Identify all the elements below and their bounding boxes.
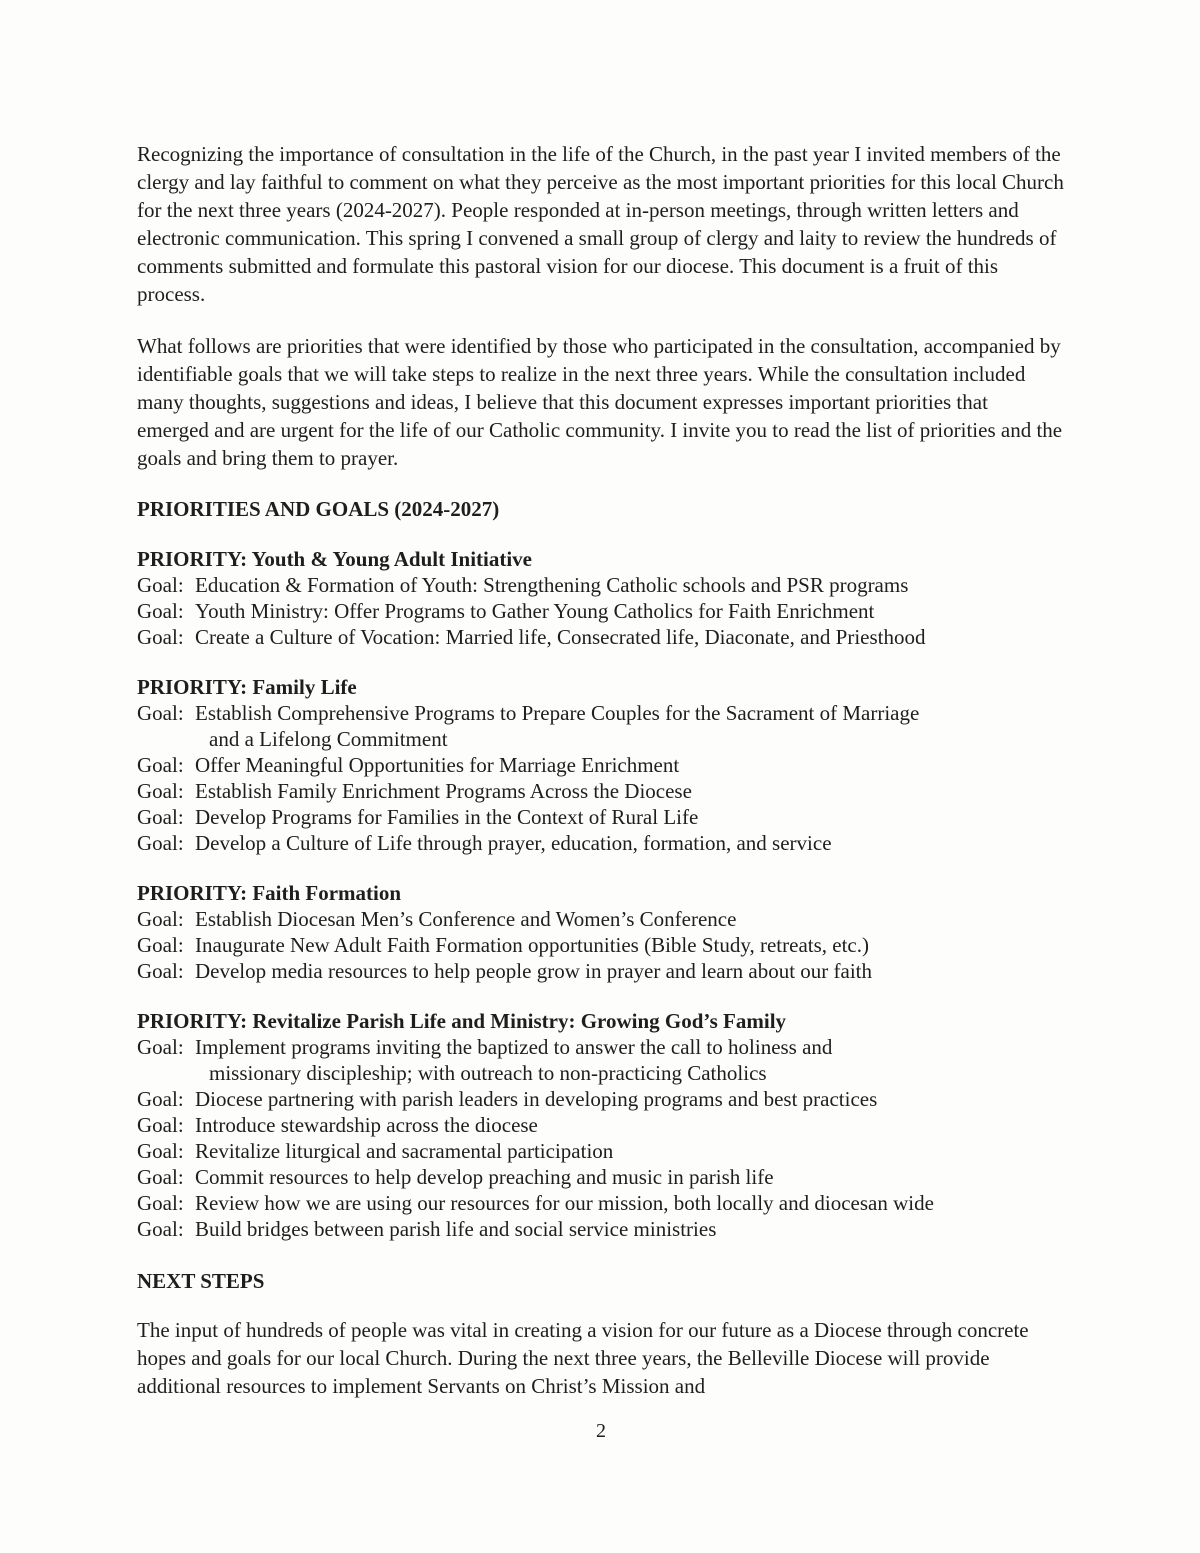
- goal-text: [195, 1164, 1065, 1190]
- priority-section: [137, 674, 1065, 856]
- goal-row: [137, 1086, 1065, 1112]
- goal-row: [137, 804, 1065, 830]
- goal-line: Create a Culture of Vocation: Married life, Consecrated life, Diaconate, and Priesthood: [195, 625, 926, 649]
- goal-label: Goal:: [137, 933, 184, 957]
- goal-label: Goal:: [137, 1191, 184, 1215]
- next-steps-paragraph: The input of hundreds of people was vital in creating a vision for our future as a Diocese through concrete hopes and goals for our local Church. During the next three years, the Belleville Diocese will provide additional resources to implement Servants on Christ’s Mission and: [137, 1318, 1029, 1398]
- goal-row: [137, 958, 1065, 984]
- goal-row: [137, 830, 1065, 856]
- goal-row: [137, 1190, 1065, 1216]
- goal-text: [195, 1138, 1065, 1164]
- priorities-and-goals-heading: PRIORITIES AND GOALS (2024-2027): [137, 497, 500, 521]
- goal-row: [137, 906, 1065, 932]
- goal-text: [195, 1190, 1065, 1216]
- page-number: 2: [596, 1420, 606, 1442]
- goal-line: Review how we are using our resources for our mission, both locally and diocesan wide: [195, 1191, 934, 1215]
- goal-line: Introduce stewardship across the diocese: [195, 1113, 538, 1137]
- goal-row: [137, 1216, 1065, 1242]
- goal-line: Commit resources to help develop preaching and music in parish life: [195, 1165, 774, 1189]
- consultation-summary-paragraph: What follows are priorities that were identified by those who participated in the consultation, accompanied by identifiable goals that we will take steps to realize in the next three years. While the consultation included many thoughts, suggestions and ideas, I believe that this document expresses important priorities that emerged and are urgent for the life of our Catholic community. I invite you to read the list of priorities and the goals and bring them to prayer.: [137, 334, 1063, 470]
- goal-text: [195, 1086, 1065, 1112]
- goal-row: [137, 1034, 1065, 1086]
- goal-label: Goal:: [137, 573, 184, 597]
- goal-row: [137, 624, 1065, 650]
- goal-text: [195, 932, 1065, 958]
- goal-label: Goal:: [137, 753, 184, 777]
- goal-text: [195, 804, 1065, 830]
- goal-row: [137, 752, 1065, 778]
- goal-text: [195, 906, 1065, 932]
- goal-text: [195, 958, 1065, 984]
- goal-line: Establish Family Enrichment Programs Across the Diocese: [195, 779, 692, 803]
- goal-row: [137, 598, 1065, 624]
- goal-line: Implement programs inviting the baptized to answer the call to holiness and: [195, 1035, 833, 1059]
- goal-text: [195, 1034, 1065, 1086]
- goal-row: [137, 1138, 1065, 1164]
- goal-continuation-line: missionary discipleship; with outreach to non-practicing Catholics: [209, 1061, 767, 1085]
- next-steps-heading: NEXT STEPS: [137, 1269, 265, 1293]
- goal-line: Build bridges between parish life and social service ministries: [195, 1217, 717, 1241]
- priority-section: [137, 1008, 1065, 1242]
- goal-text: [195, 778, 1065, 804]
- goal-line: Establish Comprehensive Programs to Prepare Couples for the Sacrament of Marriage: [195, 701, 920, 725]
- goal-row: [137, 778, 1065, 804]
- goal-line: Revitalize liturgical and sacramental participation: [195, 1139, 614, 1163]
- goal-line: Develop a Culture of Life through prayer, education, formation, and service: [195, 831, 832, 855]
- goal-label: Goal:: [137, 831, 184, 855]
- goal-label: Goal:: [137, 599, 184, 623]
- goal-line: Establish Diocesan Men’s Conference and Women’s Conference: [195, 907, 737, 931]
- goal-label: Goal:: [137, 1165, 184, 1189]
- goal-text: [195, 700, 1065, 752]
- document-content: [137, 140, 1065, 1400]
- goal-row: [137, 1112, 1065, 1138]
- goal-line: Offer Meaningful Opportunities for Marriage Enrichment: [195, 753, 680, 777]
- priority-section: [137, 546, 1065, 650]
- goal-label: Goal:: [137, 1217, 184, 1241]
- goal-line: Youth Ministry: Offer Programs to Gather Young Catholics for Faith Enrichment: [195, 599, 875, 623]
- goal-text: [195, 752, 1065, 778]
- goal-text: [195, 830, 1065, 856]
- priority-title: PRIORITY: Family Life: [137, 675, 357, 699]
- priority-title: PRIORITY: Revitalize Parish Life and Ministry: Growing God’s Family: [137, 1009, 787, 1033]
- goal-label: Goal:: [137, 1035, 184, 1059]
- goal-label: Goal:: [137, 779, 184, 803]
- goal-line: Diocese partnering with parish leaders in developing programs and best practices: [195, 1087, 878, 1111]
- goal-label: Goal:: [137, 625, 184, 649]
- priority-title: PRIORITY: Faith Formation: [137, 881, 402, 905]
- goal-label: Goal:: [137, 907, 184, 931]
- goal-line: Education & Formation of Youth: Strengthening Catholic schools and PSR programs: [195, 573, 909, 597]
- goal-label: Goal:: [137, 1139, 184, 1163]
- goal-line: Develop Programs for Families in the Context of Rural Life: [195, 805, 699, 829]
- goal-text: [195, 1112, 1065, 1138]
- intro-paragraph: Recognizing the importance of consultation in the life of the Church, in the past year I invited members of the clergy and lay faithful to comment on what they perceive as the most important priorities for this local Church for the next three years (2024-2027). People responded at in-person meetings, through written letters and electronic communication. This spring I convened a small group of clergy and laity to review the hundreds of comments submitted and formulate this pastoral vision for our diocese. This document is a fruit of this process.: [137, 142, 1064, 306]
- goal-text: [195, 572, 1065, 598]
- goal-label: Goal:: [137, 959, 184, 983]
- priorities-sections: [137, 546, 1065, 1242]
- goal-text: [195, 624, 1065, 650]
- goal-line: Develop media resources to help people grow in prayer and learn about our faith: [195, 959, 873, 983]
- goal-continuation-line: and a Lifelong Commitment: [209, 727, 448, 751]
- goal-row: [137, 1164, 1065, 1190]
- goal-label: Goal:: [137, 701, 184, 725]
- priority-section: [137, 880, 1065, 984]
- priority-title: PRIORITY: Youth & Young Adult Initiative: [137, 547, 533, 571]
- goal-label: Goal:: [137, 1087, 184, 1111]
- goal-line: Inaugurate New Adult Faith Formation opportunities (Bible Study, retreats, etc.): [195, 933, 869, 957]
- goal-row: [137, 572, 1065, 598]
- goal-label: Goal:: [137, 1113, 184, 1137]
- goal-row: [137, 700, 1065, 752]
- goal-text: [195, 1216, 1065, 1242]
- goal-row: [137, 932, 1065, 958]
- goal-text: [195, 598, 1065, 624]
- goal-label: Goal:: [137, 805, 184, 829]
